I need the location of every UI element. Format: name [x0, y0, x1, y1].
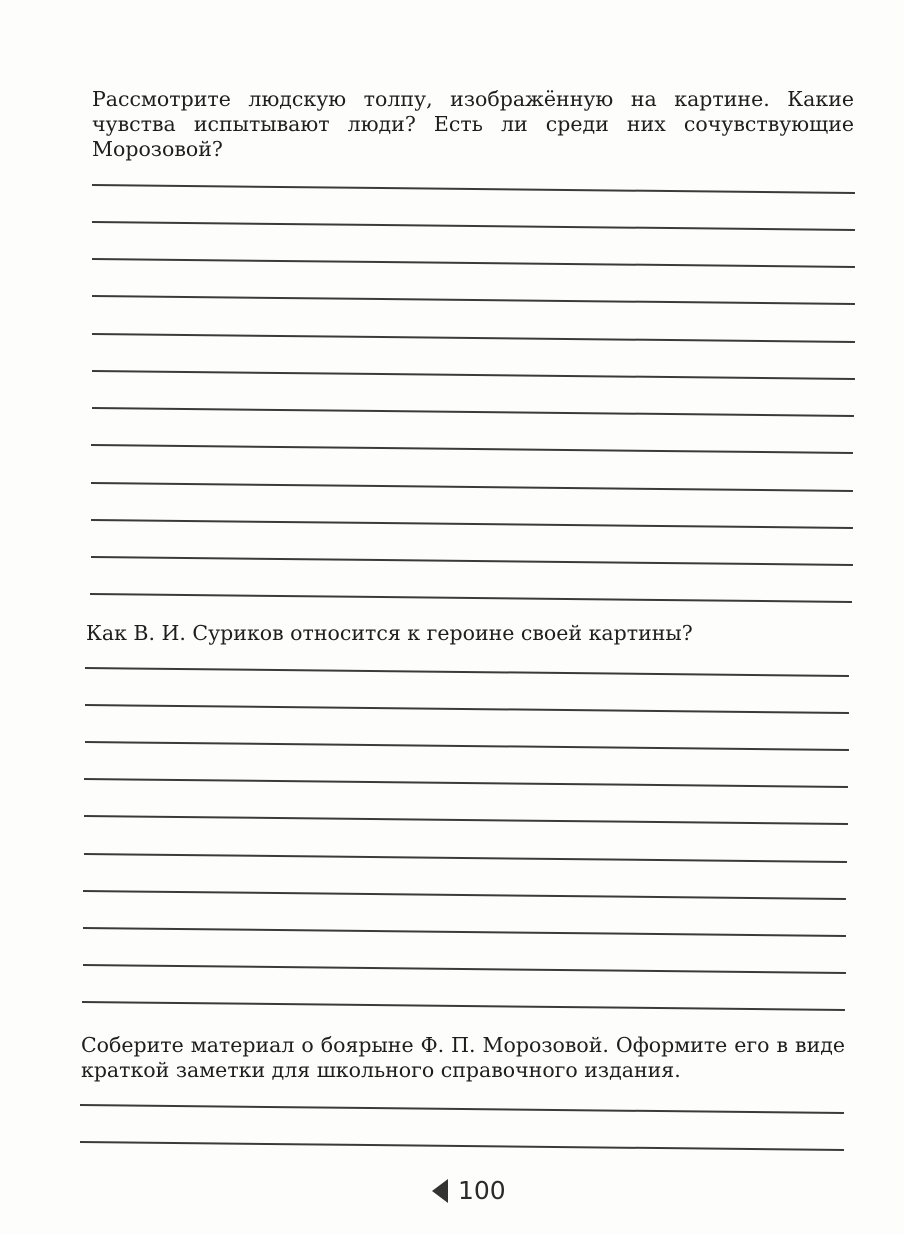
answer-line[interactable] [92, 333, 855, 343]
answer-line[interactable] [92, 258, 855, 268]
answer-line[interactable] [92, 221, 855, 231]
question-1: Рассмотрите людскую толпу, изображённую на картине. Какие чувства испытывают люди? Есть ли среди них сочувствующие Морозовой? [92, 87, 854, 161]
answer-line[interactable] [85, 667, 849, 677]
answer-line[interactable] [83, 927, 846, 937]
answer-line[interactable] [85, 704, 849, 714]
question-2: Как В. И. Суриков относится к героине своей картины? [86, 621, 693, 645]
answer-line[interactable] [92, 407, 854, 417]
answer-line[interactable] [84, 853, 847, 863]
answer-line[interactable] [82, 1001, 845, 1011]
answer-line[interactable] [80, 1104, 844, 1114]
answer-line[interactable] [92, 184, 855, 194]
answer-line[interactable] [84, 778, 848, 788]
answer-line[interactable] [91, 556, 853, 566]
answer-line[interactable] [91, 482, 853, 492]
question-3: Соберите материал о боярыне Ф. П. Морозовой. Оформите его в виде краткой заметки для школьного справочного издания. [81, 1033, 845, 1082]
answer-line[interactable] [80, 1141, 844, 1151]
answer-line[interactable] [92, 370, 855, 380]
answer-line[interactable] [84, 815, 848, 825]
answer-line[interactable] [90, 593, 852, 603]
page-number: 100 [458, 1176, 506, 1205]
answer-line[interactable] [91, 519, 853, 529]
left-triangle-icon [432, 1179, 448, 1203]
answer-line[interactable] [83, 890, 846, 900]
answer-line[interactable] [92, 295, 855, 305]
answer-line[interactable] [85, 741, 849, 751]
answer-line[interactable] [83, 964, 846, 974]
answer-line[interactable] [91, 444, 853, 454]
page-footer [432, 1176, 506, 1205]
